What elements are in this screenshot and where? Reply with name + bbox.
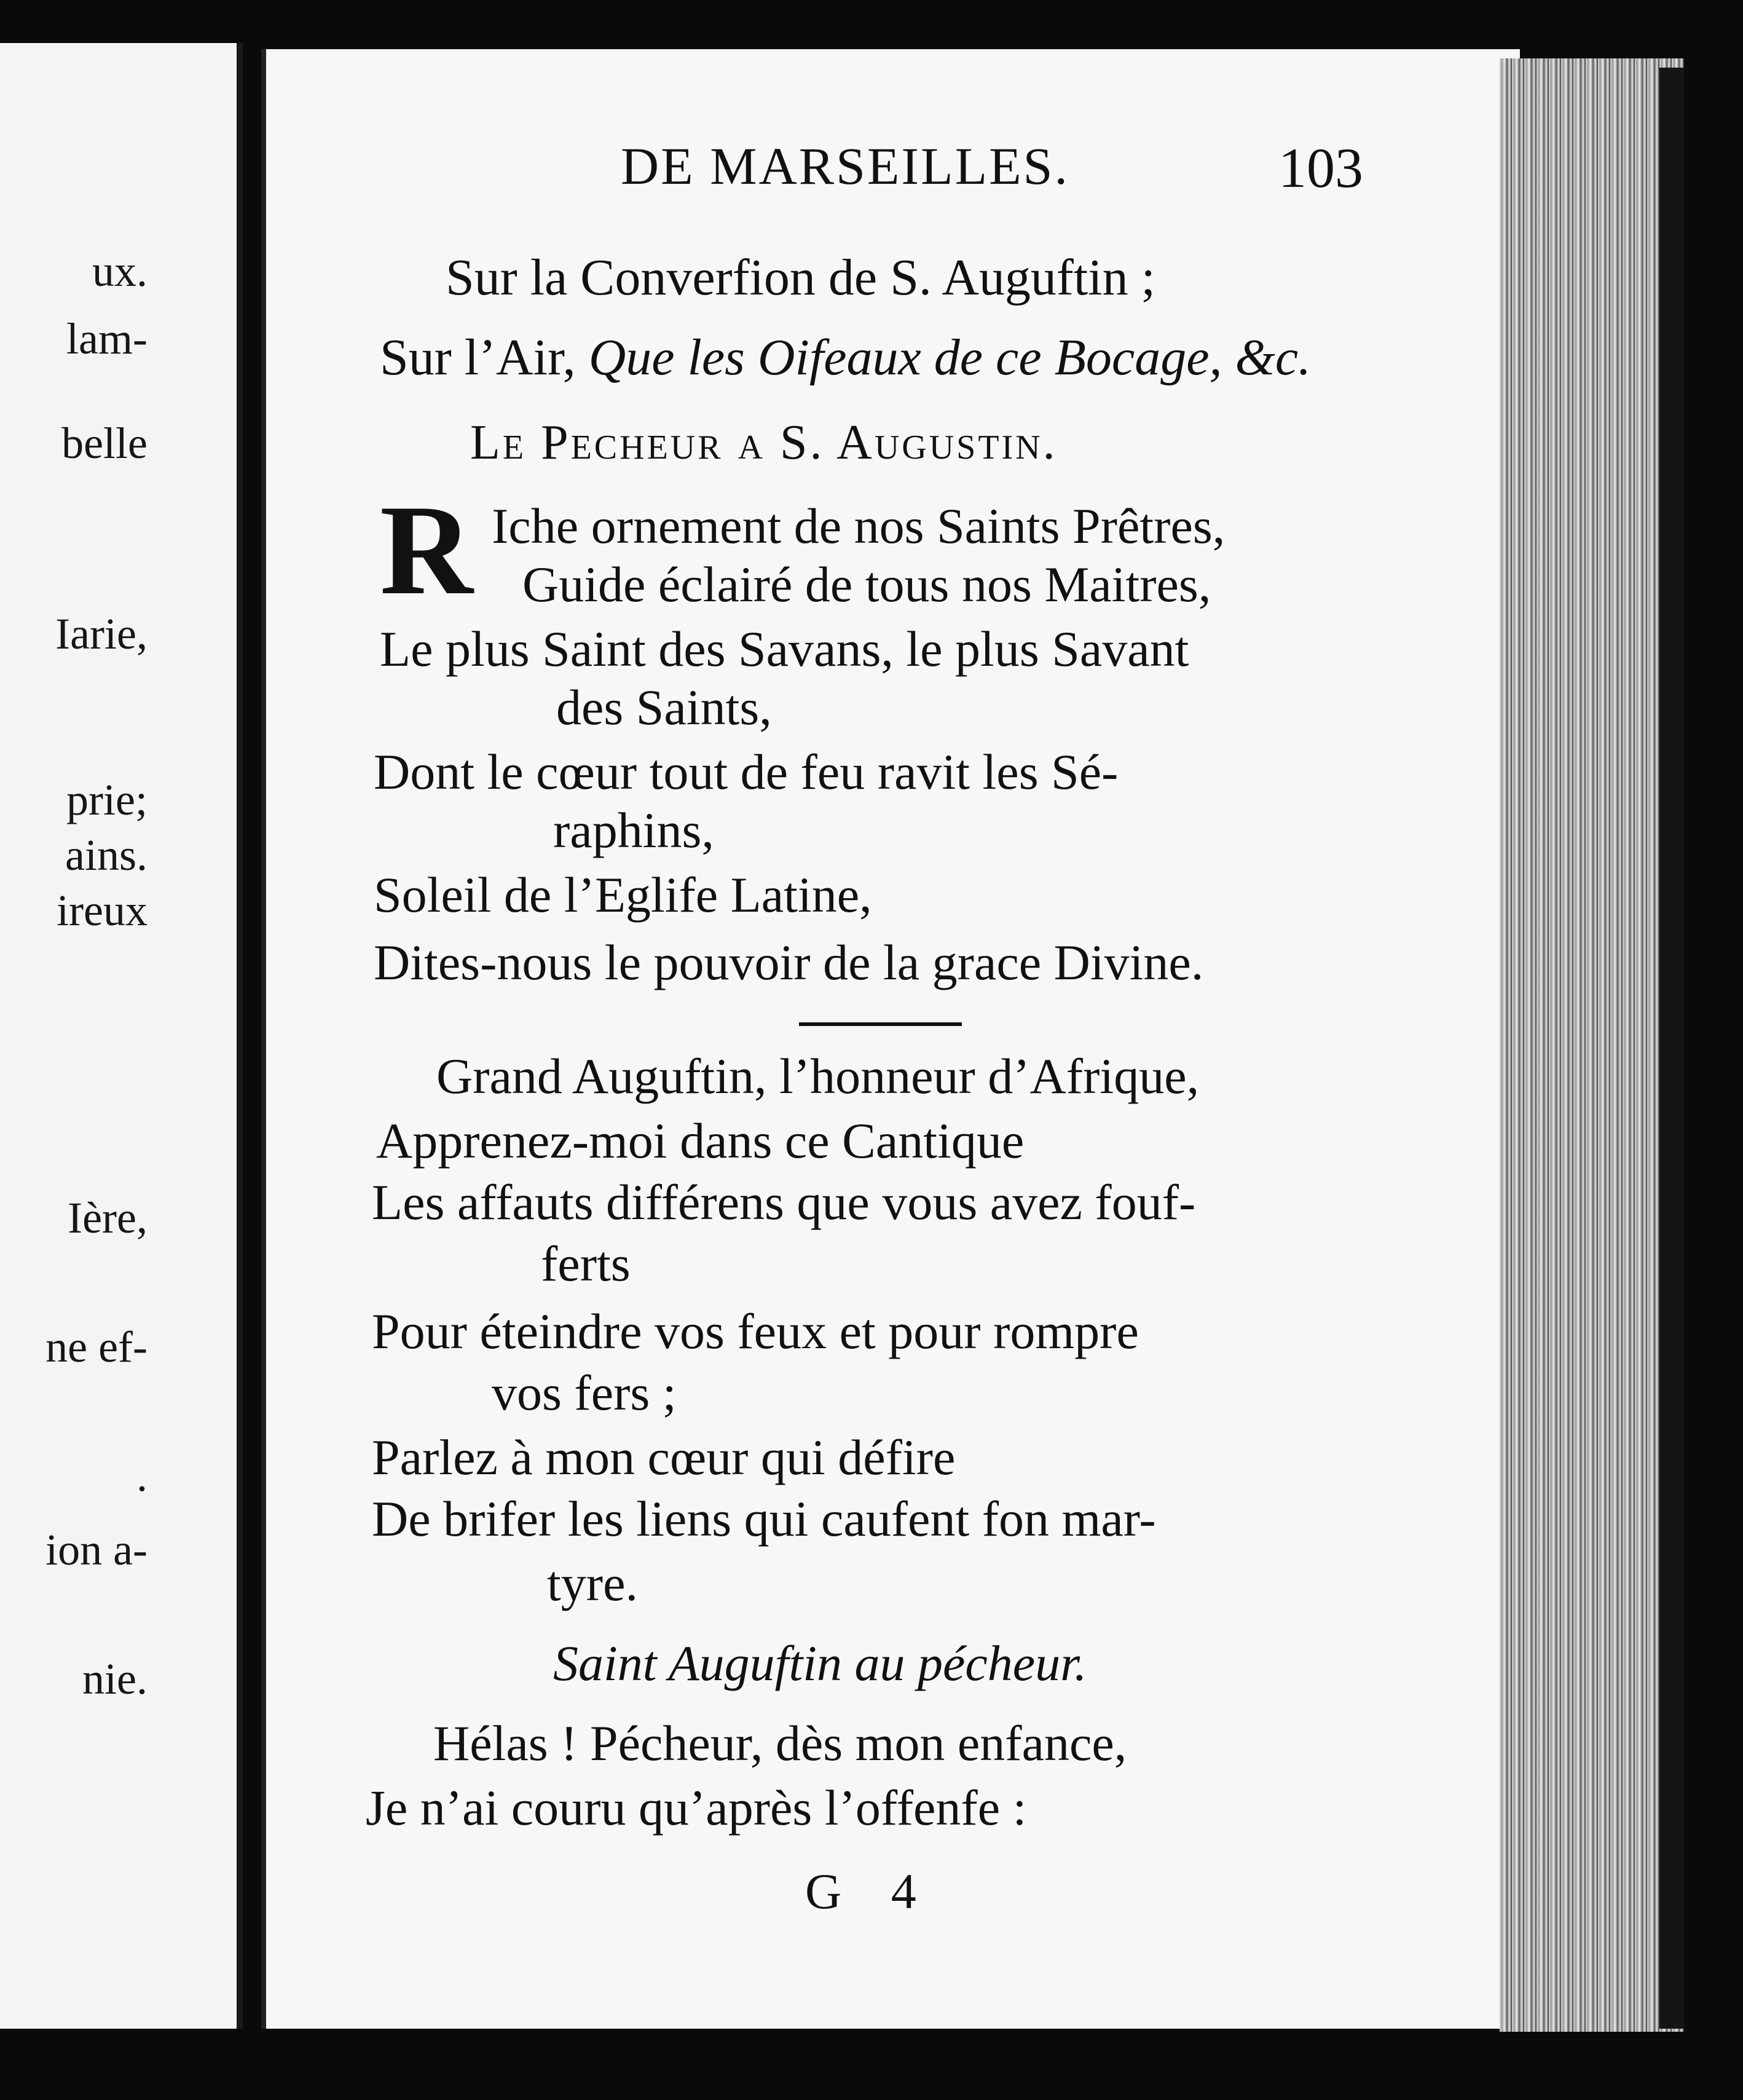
verse-line: Dont le cœur tout de feu ravit les Sé- xyxy=(374,744,1119,800)
title-line: Sur la Converfion de S. Auguftin ; xyxy=(446,249,1155,306)
verse-line: Grand Auguftin, l’honneur d’Afrique, xyxy=(436,1048,1200,1104)
response-heading: Saint Auguftin au pécheur. xyxy=(553,1635,1087,1691)
air-prefix: Sur l’Air, xyxy=(380,329,576,386)
drop-cap: R xyxy=(380,479,473,622)
left-fragment-line: Ière, xyxy=(68,1193,148,1242)
verse-line: vos fers ; xyxy=(492,1365,677,1421)
verse-line: Pour éteindre vos feux et pour rompre xyxy=(372,1303,1139,1359)
verse-line: Le plus Saint des Savans, le plus Savant xyxy=(380,621,1189,677)
verse-line: Je n’ai couru qu’après l’offenfe : xyxy=(366,1780,1027,1836)
left-fragment-line: belle xyxy=(61,419,148,468)
left-fragment-line: Iarie, xyxy=(55,609,148,658)
running-head: DE MARSEILLES. xyxy=(621,136,1069,195)
verse-line: raphins, xyxy=(553,802,714,858)
verse-line: tyre. xyxy=(547,1555,638,1611)
page-edges xyxy=(1500,58,1684,2032)
verse-line: De brifer les liens qui caufent fon mar- xyxy=(372,1491,1156,1547)
section-rule xyxy=(799,1022,962,1026)
verse-line: Apprenez-moi dans ce Cantique xyxy=(376,1113,1025,1169)
left-fragment-line: ux. xyxy=(92,247,148,296)
left-fragment-line: nie. xyxy=(82,1654,148,1703)
verse-line: Guide éclairé de tous nos Maitres, xyxy=(522,556,1211,612)
verse-line: Dites-nous le pouvoir de la grace Divine. xyxy=(374,934,1204,990)
air-title: Que les Oifeaux de ce Bocage, xyxy=(588,329,1222,386)
left-page-fragment xyxy=(0,43,243,2029)
air-suffix: &c. xyxy=(1235,329,1312,386)
verse-line: des Saints, xyxy=(556,679,772,735)
left-fragment-line: ne ef- xyxy=(45,1322,148,1372)
left-fragment-line: ion a- xyxy=(45,1525,148,1574)
verse-line: ferts xyxy=(541,1236,631,1292)
verse-line: Parlez à mon cœur qui défire xyxy=(372,1429,956,1485)
page-edges-shadow xyxy=(1659,68,1684,2029)
left-fragment-line: prie; xyxy=(66,775,148,824)
verse-line: Les affauts différens que vous avez fouf- xyxy=(372,1174,1196,1230)
left-fragment-line: ireux xyxy=(57,886,148,935)
air-line xyxy=(380,329,1312,386)
left-fragment-line: lam- xyxy=(66,314,148,363)
left-fragment-line: . xyxy=(136,1451,148,1501)
verse-line: Hélas ! Pécheur, dès mon enfance, xyxy=(433,1715,1127,1771)
page-number: 103 xyxy=(1278,136,1363,199)
signature-mark: G 4 xyxy=(805,1863,935,1919)
verse-line: Soleil de l’Eglife Latine, xyxy=(374,867,872,923)
verse-line: Iche ornement de nos Saints Prêtres, xyxy=(492,498,1226,554)
left-fragment-line: ains. xyxy=(65,831,148,880)
section-heading: Le Pecheur a S. Augustin. xyxy=(470,416,1058,470)
